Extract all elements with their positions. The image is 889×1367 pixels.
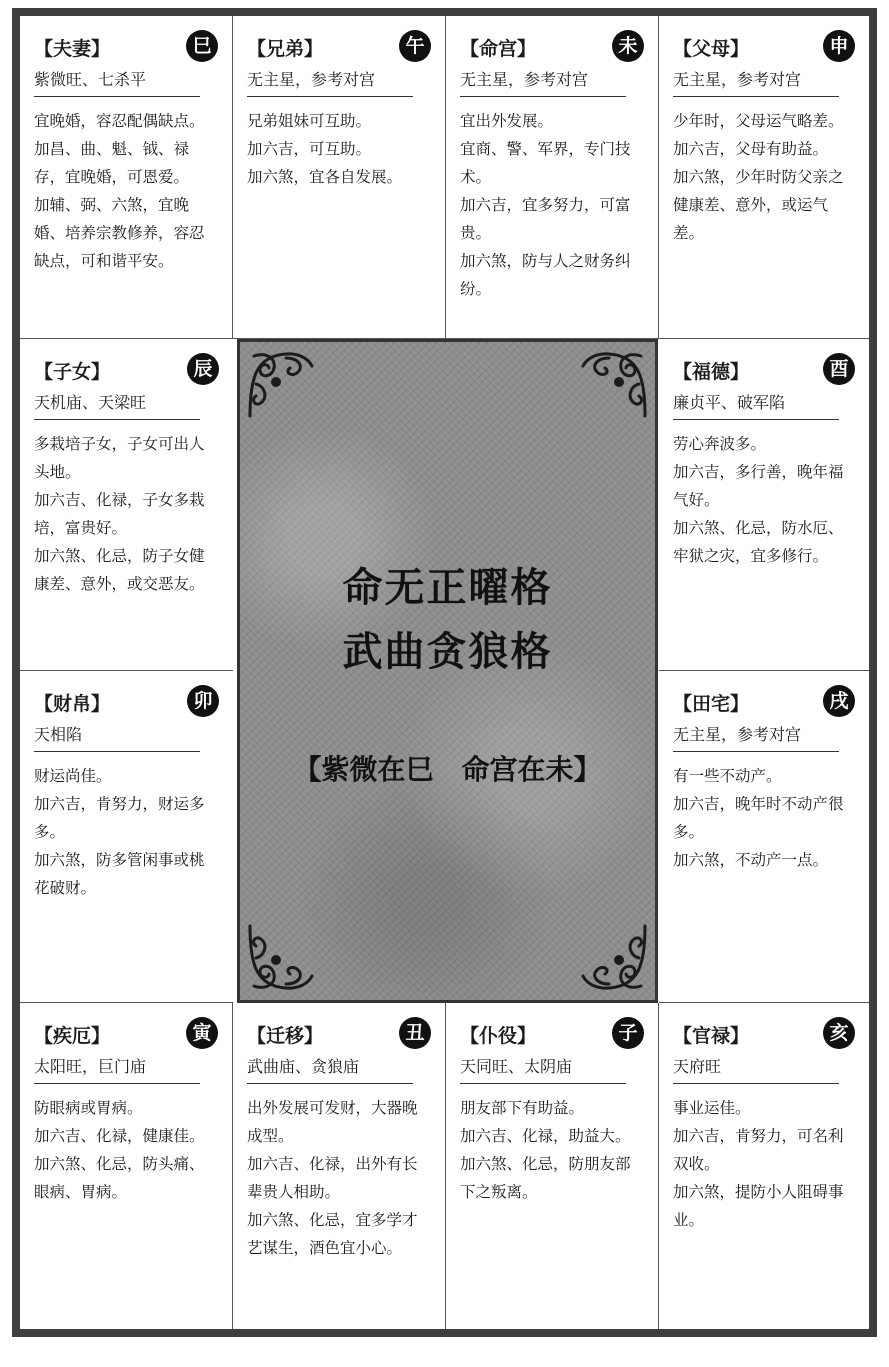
description-line: 加六吉，多行善，晚年福气好。 (673, 463, 844, 509)
chart-frame (12, 8, 877, 1337)
description-line: 宜晚婚，容忍配偶缺点。 (34, 112, 205, 130)
chart-title-secondary: 武曲贪狼格 (342, 628, 553, 675)
corner-ornament-icon (577, 922, 649, 994)
palace-cell-mao (20, 671, 233, 1003)
palace-description (34, 1094, 218, 1206)
palace-cell-chen (20, 339, 233, 671)
palace-description (673, 1094, 855, 1234)
palace-description (673, 107, 855, 247)
palace-stars: 太阳旺，巨门庙 (34, 1054, 200, 1084)
palace-cell-yin (20, 1003, 233, 1329)
palace-name: 【财帛】 (34, 693, 111, 715)
palace-name: 【夫妻】 (34, 38, 111, 60)
description-line: 宜出外发展。 (460, 112, 554, 130)
palace-name: 【迁移】 (247, 1025, 324, 1047)
palace-description (673, 762, 855, 874)
description-line: 多栽培子女，子女可出人头地。 (34, 435, 205, 481)
corner-ornament-icon (246, 348, 318, 420)
palace-cell-chou (233, 1003, 446, 1329)
description-line: 加六吉、化禄，健康佳。 (34, 1127, 205, 1145)
palace-name: 【福德】 (673, 361, 750, 383)
palace-cell-wei (446, 16, 659, 339)
description-line: 劳心奔波多。 (673, 435, 767, 453)
description-line: 朋友部下有助益。 (460, 1099, 585, 1117)
chart-subtitle: 【紫微在巳 命宫在未】 (293, 753, 602, 786)
description-line: 加六吉、化禄，助益大。 (460, 1127, 631, 1145)
branch-badge: 午 (399, 30, 431, 62)
palace-name: 【父母】 (673, 38, 750, 60)
description-line: 加六吉，父母有助益。 (673, 140, 829, 158)
palace-cell-wu (233, 16, 446, 339)
description-line: 加六煞、化忌，防朋友部下之叛离。 (460, 1155, 631, 1201)
description-line: 加六煞、化忌，防头痛、眼病、胃病。 (34, 1155, 205, 1201)
description-line: 加六煞，防与人之财务纠纷。 (460, 252, 631, 298)
branch-badge: 戌 (823, 685, 855, 717)
description-line: 加六吉，肯努力，可名利双收。 (673, 1127, 844, 1173)
palace-stars: 天相陷 (34, 722, 200, 752)
description-line: 加六吉，晚年时不动产很多。 (673, 795, 844, 841)
description-line: 加六吉，可互助。 (247, 140, 372, 158)
palace-name: 【命宫】 (460, 38, 537, 60)
chart-title-primary: 命无正曜格 (342, 564, 553, 611)
description-line: 加辅、弼、六煞，宜晚婚、培养宗教修养，容忍缺点，可和谐平安。 (34, 196, 205, 270)
palace-stars: 无主星，参考对宫 (673, 722, 839, 752)
palace-stars: 无主星，参考对宫 (460, 67, 626, 97)
description-line: 加六煞、化忌，宜多学才艺谋生，酒色宜小心。 (247, 1211, 418, 1257)
palace-stars: 天机庙、天梁旺 (34, 390, 200, 420)
palace-description (673, 430, 855, 570)
description-line: 加六吉、化禄，出外有长辈贵人相助。 (247, 1155, 418, 1201)
palace-stars: 天同旺、太阴庙 (460, 1054, 626, 1084)
palace-stars: 廉贞平、破军陷 (673, 390, 839, 420)
description-line: 加六煞，不动产一点。 (673, 851, 829, 869)
corner-ornament-icon (577, 348, 649, 420)
palace-stars: 无主星，参考对宫 (247, 67, 413, 97)
palace-cell-xu (659, 671, 869, 1003)
palace-description (247, 107, 431, 191)
branch-badge: 亥 (823, 1017, 855, 1049)
palace-name: 【子女】 (34, 361, 111, 383)
description-line: 事业运佳。 (673, 1099, 751, 1117)
palace-name: 【兄弟】 (247, 38, 324, 60)
branch-badge: 卯 (187, 685, 219, 717)
center-panel (237, 339, 658, 1003)
palace-name: 【田宅】 (673, 693, 750, 715)
description-line: 加六煞，提防小人阻碍事业。 (673, 1183, 844, 1229)
description-line: 加六吉，宜多努力，可富贵。 (460, 196, 631, 242)
description-line: 加六煞，防多管闲事或桃花破财。 (34, 851, 205, 897)
palace-description (34, 107, 218, 275)
description-line: 宜商、警、军界，专门技术。 (460, 140, 631, 186)
palace-description (460, 1094, 644, 1206)
branch-badge: 丑 (399, 1017, 431, 1049)
branch-badge: 酉 (823, 353, 855, 385)
palace-cell-zi (446, 1003, 659, 1329)
palace-stars: 无主星，参考对宫 (673, 67, 839, 97)
palace-description (34, 430, 219, 598)
description-line: 防眼病或胃病。 (34, 1099, 143, 1117)
branch-badge: 辰 (187, 353, 219, 385)
description-line: 兄弟姐妹可互助。 (247, 112, 372, 130)
palace-description (34, 762, 219, 902)
description-line: 加六吉，肯努力，财运多多。 (34, 795, 205, 841)
branch-badge: 子 (612, 1017, 644, 1049)
branch-badge: 申 (823, 30, 855, 62)
palace-cell-hai (659, 1003, 869, 1329)
branch-badge: 巳 (186, 30, 218, 62)
palace-name: 【疾厄】 (34, 1025, 111, 1047)
description-line: 加六煞，少年时防父亲之健康差、意外，或运气差。 (673, 168, 844, 242)
palace-description (460, 107, 644, 303)
palace-stars: 武曲庙、贪狼庙 (247, 1054, 413, 1084)
description-line: 少年时，父母运气略差。 (673, 112, 844, 130)
palace-name: 【官禄】 (673, 1025, 750, 1047)
palace-name: 【仆役】 (460, 1025, 537, 1047)
description-line: 加六吉、化禄，子女多栽培，富贵好。 (34, 491, 205, 537)
branch-badge: 未 (612, 30, 644, 62)
palace-cell-si (20, 16, 233, 339)
description-line: 加六煞，宜各自发展。 (247, 168, 403, 186)
palace-cell-shen (659, 16, 869, 339)
description-line: 加六煞、化忌，防水厄、牢狱之灾，宜多修行。 (673, 519, 844, 565)
description-line: 加六煞、化忌，防子女健康差、意外，或交恶友。 (34, 547, 205, 593)
palace-description (247, 1094, 431, 1262)
description-line: 加昌、曲、魁、钺、禄存，宜晚婚，可恩爱。 (34, 140, 190, 186)
corner-ornament-icon (246, 922, 318, 994)
palace-cell-you (659, 339, 869, 671)
description-line: 有一些不动产。 (673, 767, 782, 785)
palace-stars: 紫微旺、七杀平 (34, 67, 200, 97)
palace-stars: 天府旺 (673, 1054, 839, 1084)
branch-badge: 寅 (186, 1017, 218, 1049)
description-line: 财运尚佳。 (34, 767, 112, 785)
description-line: 出外发展可发财，大器晚成型。 (247, 1099, 418, 1145)
